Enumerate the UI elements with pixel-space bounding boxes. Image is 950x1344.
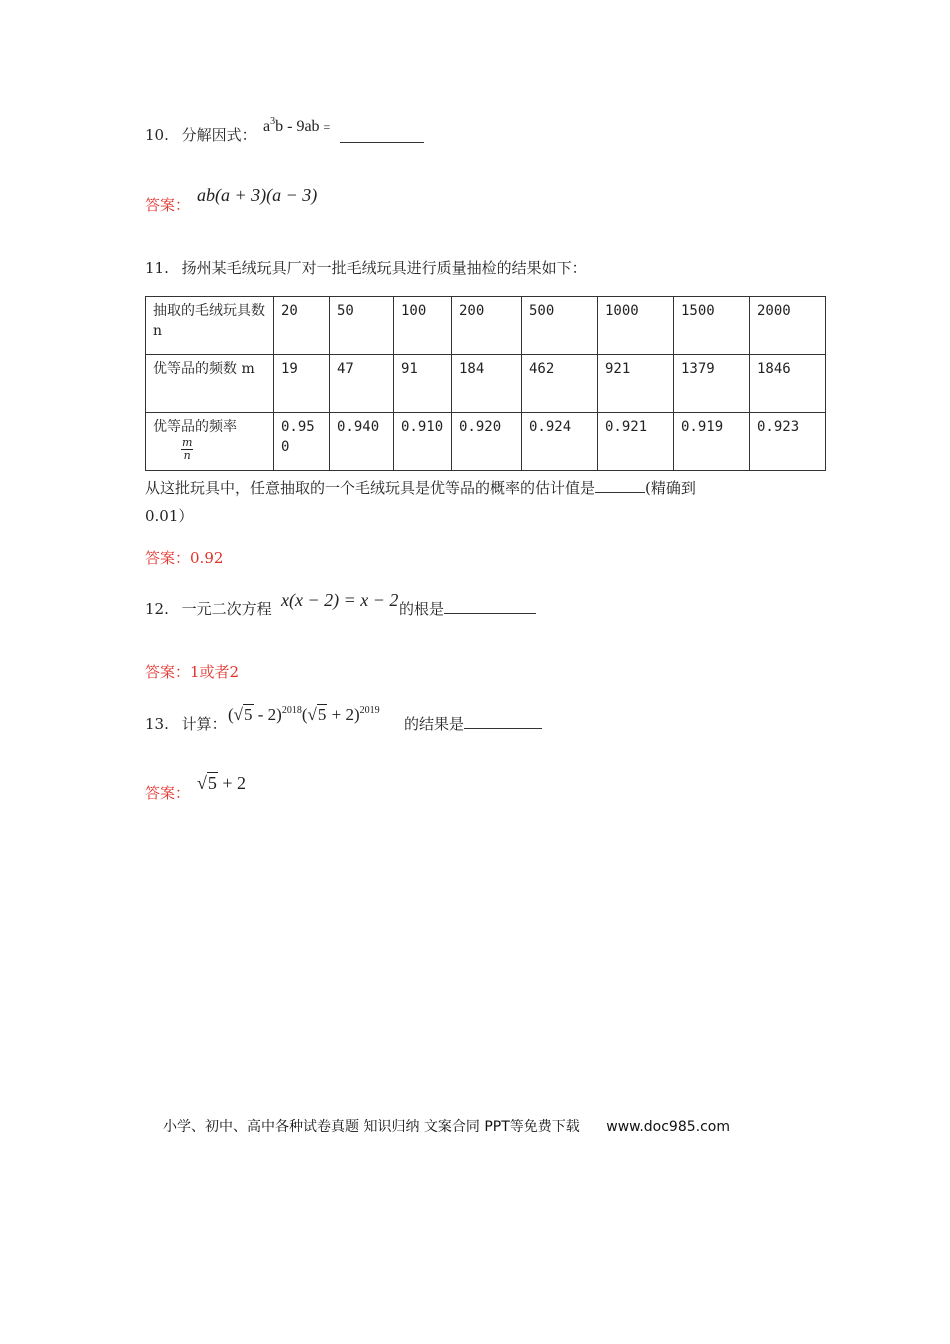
question-11-followup-line2: 0.01） (145, 507, 194, 525)
answer-blank (444, 612, 536, 614)
table-cell: 184 (452, 355, 522, 413)
table-cell: 0.919 (674, 413, 750, 471)
answer-label: 答案： (145, 196, 191, 214)
table-cell: 500 (522, 297, 598, 355)
sqrt-symbol: √5 (197, 773, 217, 793)
table-cell: 47 (330, 355, 394, 413)
answer-blank (595, 491, 645, 493)
answer-13 (145, 782, 190, 803)
question-number: 12. (145, 600, 169, 618)
footer-url[interactable]: www.doc985.com (606, 1119, 730, 1135)
footer (163, 1116, 730, 1136)
table-cell: 200 (452, 297, 522, 355)
answer-10-expression: ab(a + 3)(a − 3) (197, 185, 318, 205)
question-12-equation: x(x − 2) = x − 2 (281, 590, 399, 610)
table-cell: 0.924 (522, 413, 598, 471)
answer-label: 答案： (145, 663, 191, 681)
table-cell: 462 (522, 355, 598, 413)
table-cell: 0.950 (274, 413, 330, 471)
table-cell: 0.910 (394, 413, 452, 471)
answer-value: 0.92 (190, 549, 224, 567)
table-row (146, 297, 826, 355)
table-cell: 0.940 (330, 413, 394, 471)
question-13-suffix: 的结果是 (404, 713, 542, 734)
question-13-expression: $(√5 - 2)^{2018}(√5 + 2)^{2019}$ (228, 705, 380, 724)
footer-text: 小学、初中、高中各种试卷真题 知识归纳 文案合同 PPT等免费下载 (163, 1119, 580, 1135)
table-cell: 100 (394, 297, 452, 355)
table-cell: 1000 (598, 297, 674, 355)
question-13 (145, 713, 227, 734)
question-10 (145, 124, 257, 145)
question-11-followup: 从这批玩具中，任意抽取的一个毛绒玩具是优等品的概率的估计值是 (精确到 (145, 479, 696, 497)
question-number: 11. (145, 259, 169, 277)
question-12-suffix: 的根是 (399, 598, 536, 619)
question-12 (145, 598, 272, 619)
question-number: 13. (145, 715, 169, 733)
answer-10 (145, 194, 190, 215)
table-cell: 0.920 (452, 413, 522, 471)
question-text: 扬州某毛绒玩具厂对一批毛绒玩具进行质量抽检的结果如下： (181, 259, 587, 277)
answer-13-expression: √5 + 2 (197, 773, 247, 793)
table-cell: 921 (598, 355, 674, 413)
answer-value: 1或者2 (190, 663, 240, 681)
answer-11 (145, 547, 223, 568)
table-row (146, 355, 826, 413)
row-header: 抽取的毛绒玩具数 n (146, 297, 274, 355)
table-row (146, 413, 826, 471)
table-cell: 19 (274, 355, 330, 413)
question-10-expression: $a^3b - 9ab$ = (263, 116, 331, 135)
sqrt-symbol: √5 (233, 705, 253, 724)
table-cell: 0.923 (750, 413, 826, 471)
table-cell: 1500 (674, 297, 750, 355)
table-cell: 1846 (750, 355, 826, 413)
quality-table (145, 296, 826, 471)
answer-label: 答案： (145, 549, 191, 567)
answer-label: 答案： (145, 784, 191, 802)
row-header: 优等品的频率 $\frac{m}{n}$ (146, 413, 274, 471)
question-text: 计算： (181, 715, 227, 733)
answer-blank (464, 727, 542, 729)
table-cell: 0.921 (598, 413, 674, 471)
row-header: 优等品的频数 m (146, 355, 274, 413)
sqrt-symbol: √5 (307, 705, 327, 724)
table-cell: 2000 (750, 297, 826, 355)
fraction-m-over-n: $\frac{m}{n}$ (182, 436, 193, 462)
table-cell: 50 (330, 297, 394, 355)
question-text: 分解因式： (181, 126, 257, 144)
question-text: 一元二次方程 (181, 600, 272, 618)
table-cell: 20 (274, 297, 330, 355)
answer-12 (145, 661, 239, 682)
question-number: 10. (145, 126, 169, 144)
table-cell: 1379 (674, 355, 750, 413)
table-cell: 91 (394, 355, 452, 413)
answer-blank (340, 141, 424, 143)
question-11 (145, 257, 587, 278)
